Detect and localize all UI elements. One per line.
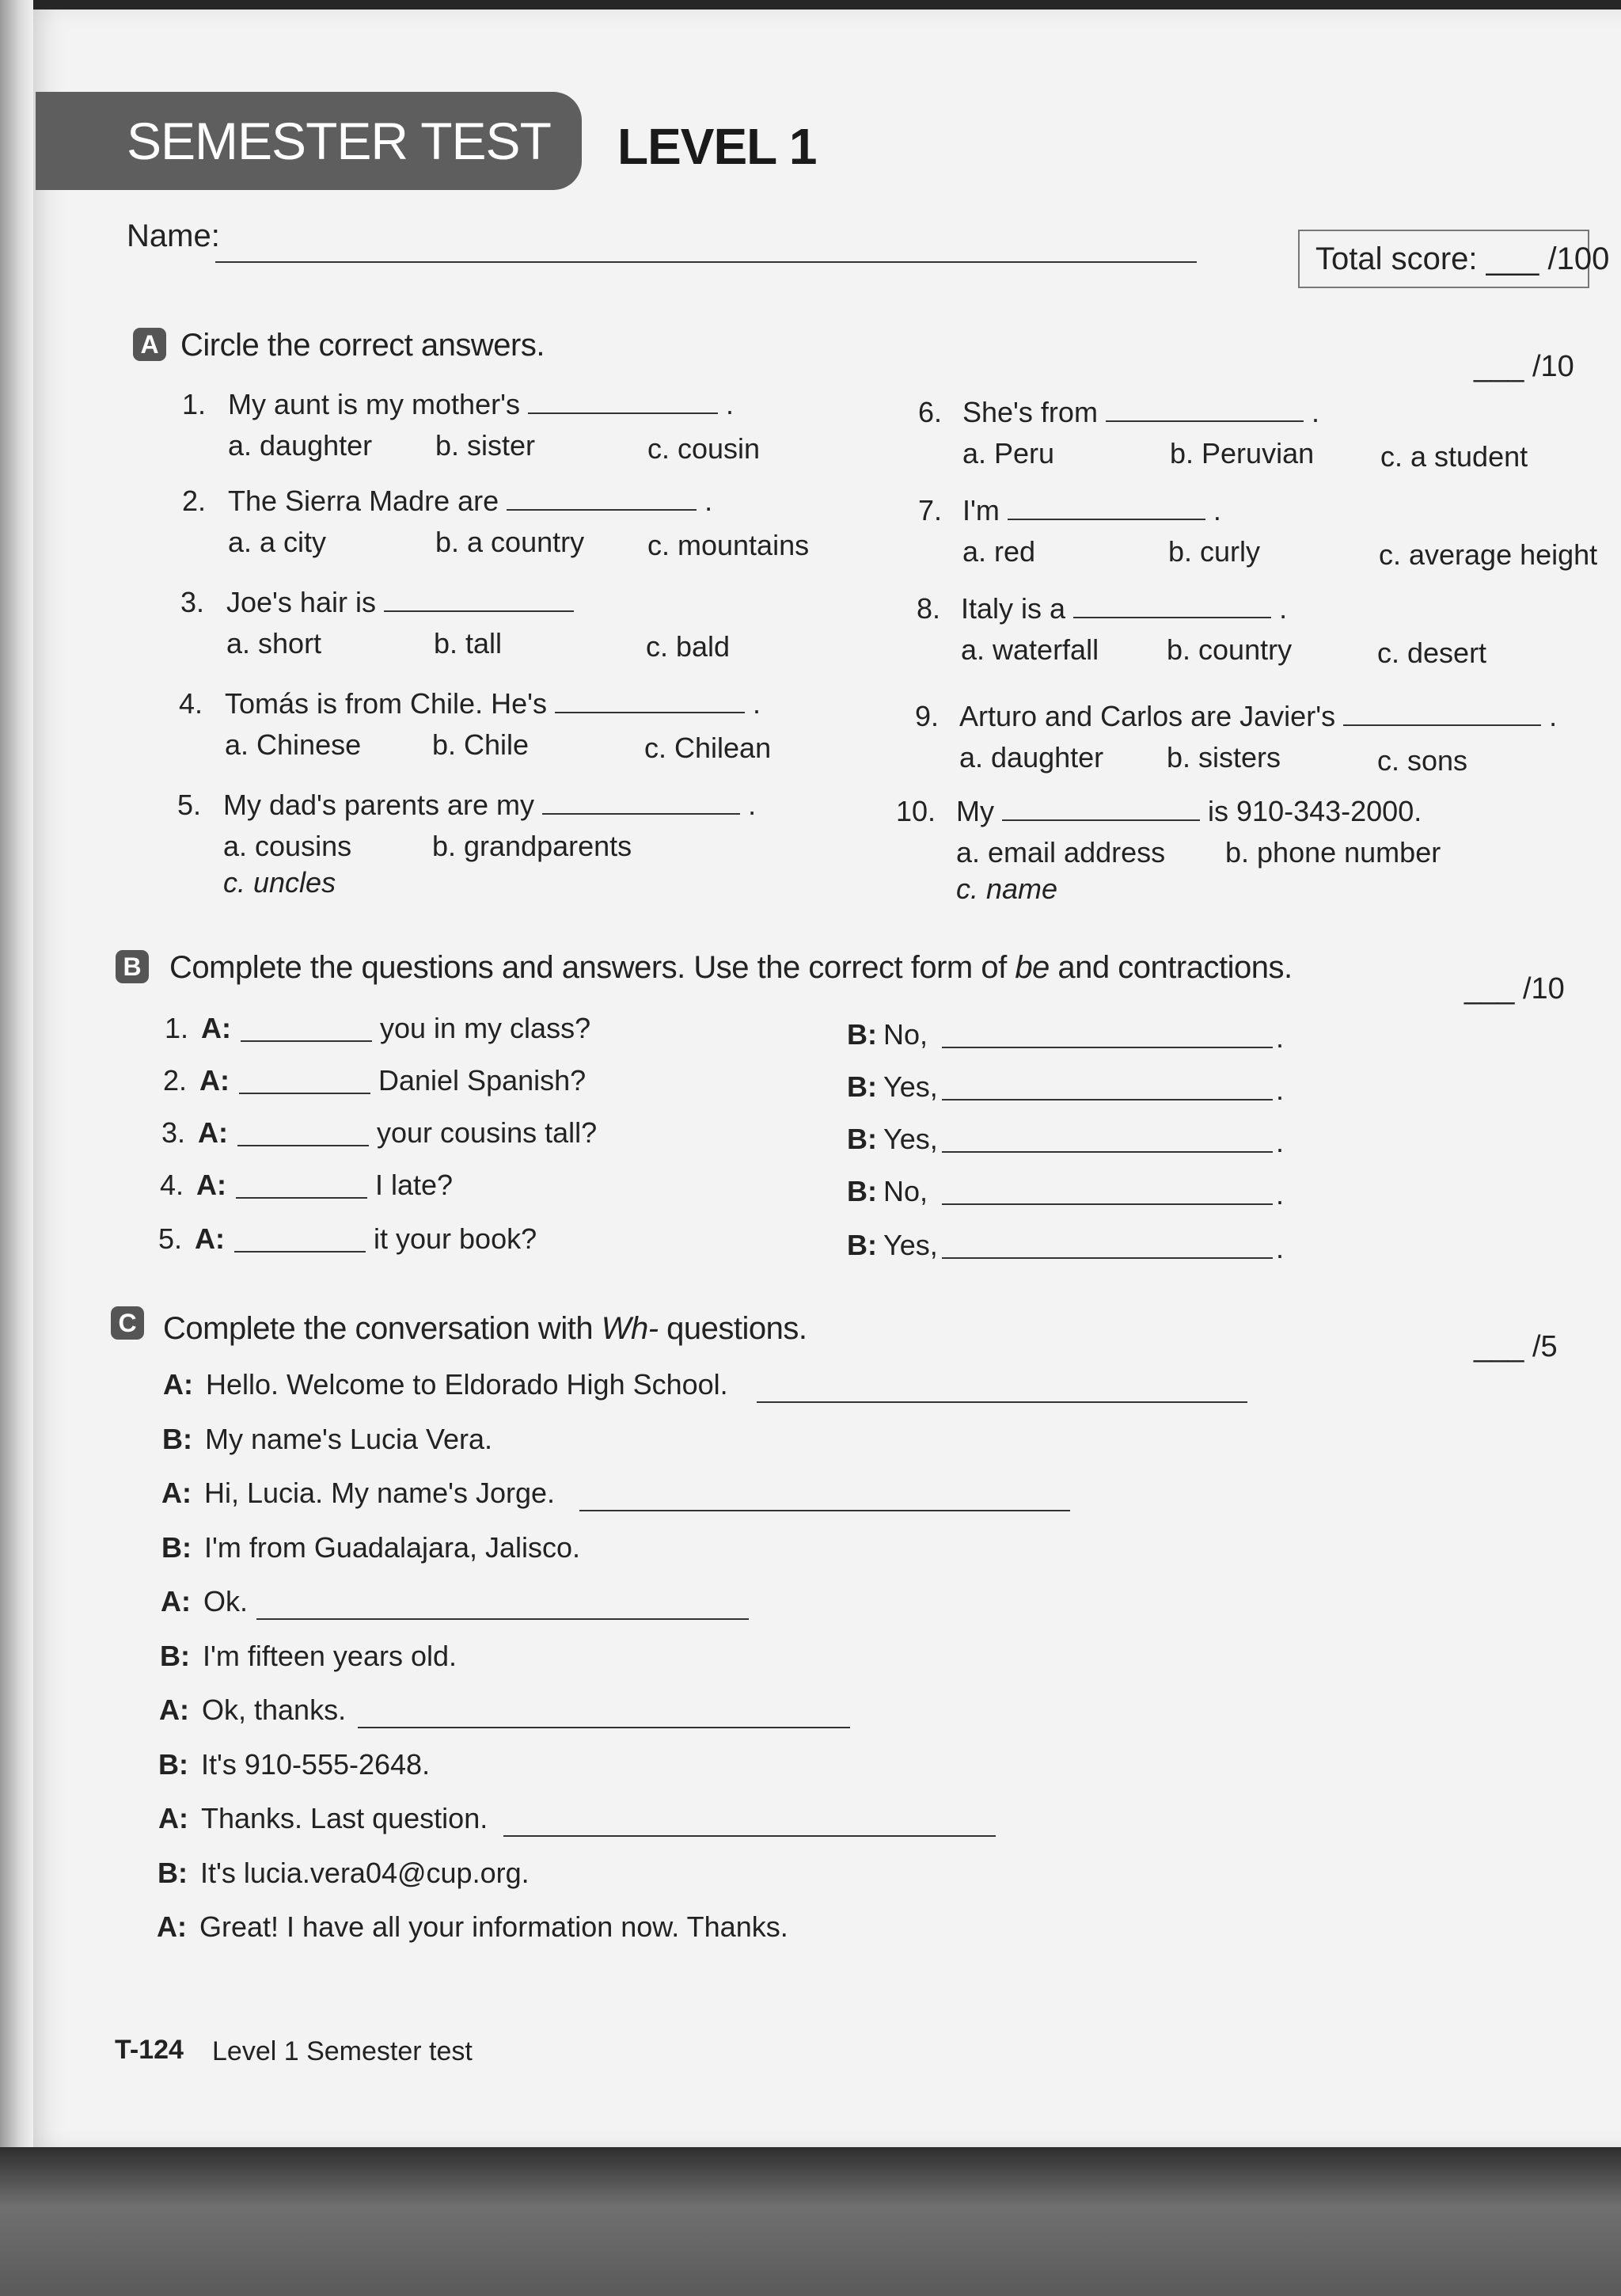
question-end: . bbox=[1279, 592, 1288, 625]
answer-blank[interactable] bbox=[528, 389, 718, 414]
answer-blank[interactable] bbox=[542, 789, 740, 815]
period: . bbox=[1276, 1021, 1285, 1054]
answer-blank[interactable] bbox=[384, 587, 574, 612]
question-number: 9. bbox=[915, 700, 940, 732]
question-text: Tomás is from Chile. He's bbox=[225, 687, 547, 720]
answer-blank[interactable] bbox=[1008, 495, 1205, 520]
question-row bbox=[177, 789, 756, 822]
period: . bbox=[1276, 1232, 1285, 1264]
question-end: . bbox=[1549, 700, 1558, 732]
option-c[interactable]: c. bald bbox=[646, 630, 731, 663]
option-c[interactable]: c. name bbox=[956, 872, 1058, 905]
question-row bbox=[918, 494, 1221, 527]
question-text: My bbox=[956, 795, 994, 827]
question-blank[interactable] bbox=[358, 1727, 850, 1728]
scan-bottom-edge bbox=[0, 2147, 1621, 2296]
option-b[interactable]: b. Peruvian bbox=[1170, 437, 1315, 469]
dialogue-text: Ok. bbox=[203, 1585, 249, 1617]
answer-blank[interactable] bbox=[1002, 796, 1200, 821]
name-label: Name: bbox=[127, 219, 220, 253]
question-end: . bbox=[1213, 494, 1221, 526]
question-row bbox=[180, 586, 574, 619]
question-number: 3. bbox=[180, 586, 205, 618]
speaker-label: A: bbox=[163, 1368, 193, 1401]
item-number: 1. bbox=[165, 1012, 189, 1044]
question-text: it your book? bbox=[374, 1222, 537, 1255]
speaker-b-label: B: bbox=[847, 1123, 877, 1155]
question-text: Daniel Spanish? bbox=[378, 1064, 587, 1097]
section-b-score: ___ /10 bbox=[1464, 972, 1565, 1005]
speaker-b-label: B: bbox=[847, 1018, 877, 1051]
question-row bbox=[915, 700, 1557, 733]
question-row bbox=[917, 592, 1287, 625]
question-text: Italy is a bbox=[961, 592, 1066, 625]
question-blank[interactable] bbox=[236, 1197, 367, 1199]
footer-label: Level 1 Semester test bbox=[212, 2036, 473, 2066]
option-a[interactable]: a. email address bbox=[956, 836, 1166, 869]
answer-prefix: No, bbox=[883, 1175, 928, 1207]
option-b[interactable]: b. grandparents bbox=[432, 830, 632, 862]
section-b-instruction-em: be bbox=[1015, 950, 1050, 985]
dialogue-text: My name's Lucia Vera. bbox=[205, 1422, 493, 1455]
question-blank[interactable] bbox=[239, 1093, 370, 1094]
option-b[interactable]: b. tall bbox=[434, 627, 503, 660]
speaker-label: A: bbox=[161, 1477, 192, 1509]
section-a-badge: A bbox=[133, 328, 166, 361]
speaker-label: A: bbox=[157, 1910, 187, 1943]
question-text: you in my class? bbox=[380, 1012, 591, 1044]
question-number: 8. bbox=[917, 592, 941, 625]
question-number: 7. bbox=[918, 494, 943, 526]
option-c[interactable]: c. sons bbox=[1377, 744, 1468, 777]
section-b-instruction-pre: Complete the questions and answers. Use the correct form of bbox=[169, 950, 1015, 985]
period: . bbox=[1276, 1126, 1285, 1158]
speaker-a-label: A: bbox=[199, 1064, 230, 1097]
question-row bbox=[918, 396, 1319, 429]
question-row bbox=[182, 388, 734, 421]
answer-prefix: No, bbox=[883, 1018, 928, 1051]
answer-blank[interactable] bbox=[555, 688, 745, 713]
section-a-score: ___ /10 bbox=[1474, 350, 1574, 383]
section-c-score: ___ /5 bbox=[1474, 1330, 1558, 1363]
speaker-a-label: A: bbox=[198, 1116, 228, 1149]
item-number: 5. bbox=[158, 1222, 183, 1255]
option-c[interactable]: c. desert bbox=[1377, 637, 1487, 669]
question-blank[interactable] bbox=[241, 1040, 372, 1042]
option-a[interactable]: a. Peru bbox=[962, 437, 1055, 469]
dialogue-text: Great! I have all your information now. Thanks. bbox=[199, 1910, 788, 1943]
question-number: 2. bbox=[182, 485, 207, 517]
answer-blank[interactable] bbox=[942, 1203, 1273, 1205]
option-c[interactable]: c. average height bbox=[1379, 538, 1598, 571]
section-c-badge: C bbox=[111, 1306, 144, 1340]
option-a[interactable]: a. Chinese bbox=[225, 728, 362, 761]
option-a[interactable]: a. cousins bbox=[223, 830, 352, 862]
question-blank[interactable] bbox=[757, 1401, 1247, 1403]
speaker-b-label: B: bbox=[847, 1175, 877, 1207]
answer-blank[interactable] bbox=[1343, 701, 1541, 726]
answer-prefix: Yes, bbox=[883, 1123, 938, 1155]
total-score-label: Total score: ___ /100 bbox=[1315, 241, 1610, 276]
question-number: 4. bbox=[179, 687, 203, 720]
page-number: T-124 bbox=[115, 2035, 184, 2065]
question-text: I'm bbox=[962, 494, 1000, 526]
dialogue-text: It's 910-555-2648. bbox=[201, 1747, 431, 1781]
question-text: Arturo and Carlos are Javier's bbox=[959, 700, 1336, 732]
option-b[interactable]: b. curly bbox=[1168, 535, 1261, 568]
speaker-label: B: bbox=[162, 1422, 192, 1455]
option-b[interactable]: b. sisters bbox=[1167, 741, 1281, 774]
question-number: 10. bbox=[896, 795, 936, 827]
answer-blank[interactable] bbox=[1106, 397, 1304, 422]
section-a-instruction: Circle the correct answers. bbox=[180, 328, 545, 363]
option-b[interactable]: b. phone number bbox=[1225, 836, 1441, 869]
question-blank[interactable] bbox=[237, 1145, 369, 1146]
section-c-instruction-em: Wh- bbox=[601, 1311, 659, 1346]
question-text: your cousins tall? bbox=[377, 1116, 598, 1149]
section-b-instruction bbox=[169, 950, 1293, 986]
level-title: LEVEL 1 bbox=[617, 118, 817, 175]
speaker-label: B: bbox=[158, 1747, 188, 1781]
question-text: My aunt is my mother's bbox=[228, 388, 520, 420]
answer-blank[interactable] bbox=[942, 1151, 1273, 1153]
question-text: She's from bbox=[962, 396, 1098, 428]
speaker-label: A: bbox=[158, 1802, 188, 1834]
question-text: Joe's hair is bbox=[226, 586, 376, 618]
option-a[interactable]: a. waterfall bbox=[961, 633, 1099, 666]
section-c-instruction bbox=[163, 1311, 807, 1347]
question-blank[interactable] bbox=[579, 1510, 1070, 1511]
dialogue-text: I'm fifteen years old. bbox=[203, 1639, 457, 1672]
option-b[interactable]: b. Chile bbox=[432, 728, 530, 761]
question-row bbox=[896, 795, 1422, 828]
option-a[interactable]: a. daughter bbox=[959, 741, 1104, 774]
option-a[interactable]: a. a city bbox=[228, 526, 327, 558]
section-b-instruction-post: and contractions. bbox=[1049, 950, 1293, 985]
question-number: 5. bbox=[177, 789, 202, 821]
period: . bbox=[1276, 1178, 1285, 1211]
option-c[interactable]: c. cousin bbox=[647, 432, 761, 465]
item-number: 2. bbox=[163, 1064, 188, 1097]
answer-blank[interactable] bbox=[507, 485, 697, 511]
page-title: SEMESTER TEST bbox=[127, 112, 551, 170]
speaker-b-label: B: bbox=[847, 1229, 877, 1261]
book-spine bbox=[0, 0, 33, 2147]
speaker-a-label: A: bbox=[195, 1222, 225, 1255]
question-row bbox=[182, 485, 712, 518]
question-blank[interactable] bbox=[234, 1251, 366, 1253]
question-row bbox=[179, 687, 761, 720]
speaker-label: A: bbox=[161, 1585, 191, 1617]
answer-blank[interactable] bbox=[942, 1047, 1273, 1048]
answer-prefix: Yes, bbox=[883, 1229, 938, 1261]
speaker-label: B: bbox=[161, 1530, 192, 1564]
answer-prefix: Yes, bbox=[883, 1070, 938, 1103]
item-number: 4. bbox=[160, 1169, 184, 1201]
option-c[interactable]: c. a student bbox=[1380, 440, 1528, 473]
speaker-a-label: A: bbox=[196, 1169, 226, 1201]
question-text: The Sierra Madre are bbox=[228, 485, 499, 517]
question-end: . bbox=[748, 789, 757, 821]
option-c[interactable]: c. mountains bbox=[647, 529, 810, 561]
name-field[interactable] bbox=[215, 261, 1197, 263]
question-text: My dad's parents are my bbox=[223, 789, 535, 821]
option-b[interactable]: b. a country bbox=[435, 526, 585, 558]
option-a[interactable]: a. red bbox=[962, 535, 1036, 568]
option-b[interactable]: b. sister bbox=[435, 429, 536, 462]
section-b-badge: B bbox=[116, 950, 149, 983]
question-number: 6. bbox=[918, 396, 943, 428]
dialogue-text: It's lucia.vera04@cup.org. bbox=[200, 1856, 530, 1889]
section-c-instruction-post: questions. bbox=[658, 1311, 807, 1346]
option-c[interactable]: c. Chilean bbox=[644, 732, 772, 764]
dialogue-text: Ok, thanks. bbox=[202, 1693, 347, 1726]
question-text: I late? bbox=[375, 1169, 454, 1201]
option-c[interactable]: c. uncles bbox=[223, 866, 336, 899]
option-a[interactable]: a. daughter bbox=[228, 429, 373, 462]
question-end: is 910-343-2000. bbox=[1208, 795, 1422, 827]
question-end: . bbox=[753, 687, 761, 720]
speaker-label: B: bbox=[158, 1856, 188, 1889]
question-blank[interactable] bbox=[256, 1618, 749, 1620]
question-end: . bbox=[726, 388, 735, 420]
option-b[interactable]: b. country bbox=[1167, 633, 1293, 666]
question-blank[interactable] bbox=[503, 1835, 996, 1837]
speaker-b-label: B: bbox=[847, 1070, 877, 1103]
speaker-a-label: A: bbox=[201, 1012, 231, 1044]
item-number: 3. bbox=[161, 1116, 186, 1149]
dialogue-text: I'm from Guadalajara, Jalisco. bbox=[204, 1530, 581, 1564]
speaker-label: A: bbox=[159, 1693, 189, 1726]
answer-blank[interactable] bbox=[942, 1257, 1273, 1259]
period: . bbox=[1276, 1074, 1285, 1106]
option-a[interactable]: a. short bbox=[226, 627, 322, 660]
answer-blank[interactable] bbox=[942, 1099, 1273, 1100]
dialogue-text: Thanks. Last question. bbox=[201, 1802, 488, 1834]
speaker-label: B: bbox=[160, 1639, 190, 1672]
answer-blank[interactable] bbox=[1073, 593, 1271, 618]
question-end: . bbox=[1311, 396, 1319, 428]
question-number: 1. bbox=[182, 388, 207, 420]
dialogue-text: Hi, Lucia. My name's Jorge. bbox=[204, 1477, 556, 1509]
dialogue-text: Hello. Welcome to Eldorado High School. bbox=[206, 1368, 728, 1401]
section-c-instruction-pre: Complete the conversation with bbox=[163, 1311, 602, 1346]
question-end: . bbox=[704, 485, 713, 517]
